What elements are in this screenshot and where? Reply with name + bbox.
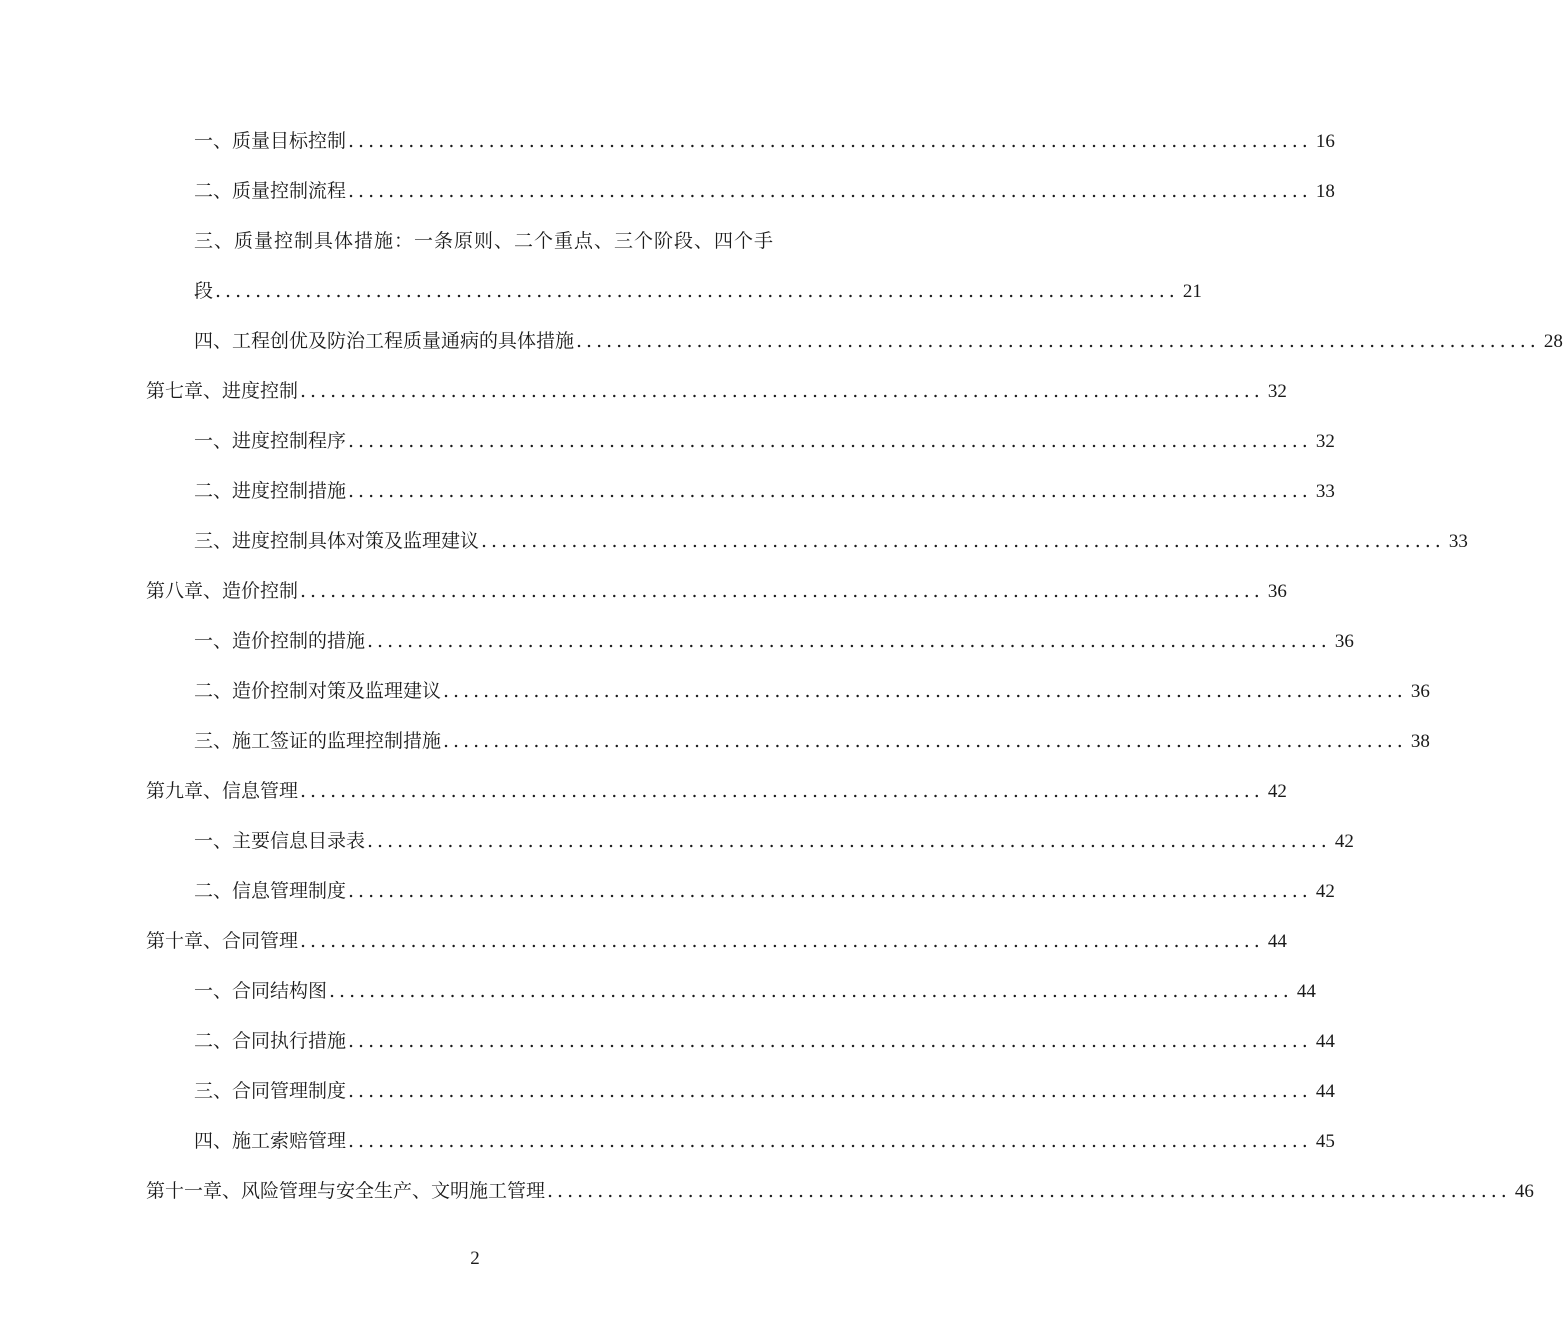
toc-entry-page: 33 — [1448, 531, 1468, 552]
toc-leader-dots: ................................................................................................ — [348, 880, 1312, 902]
toc-entry-title-line1: 三、质量控制具体措施：一条原则、二个重点、三个阶段、四个手 — [194, 230, 775, 252]
toc-entry-page: 44 — [1296, 981, 1316, 1002]
toc-entry-page: 36 — [1267, 581, 1287, 602]
toc-entry[interactable] — [146, 716, 1430, 766]
toc-entry-title: 一、造价控制的措施 — [194, 630, 366, 652]
toc-entry[interactable] — [146, 316, 1563, 366]
toc-entry-title: 三、合同管理制度 — [194, 1080, 347, 1102]
toc-leader-dots: ................................................................................................ — [300, 380, 1264, 402]
toc-chapter-entry[interactable] — [146, 366, 1287, 416]
toc-entry-page: 36 — [1334, 631, 1354, 652]
toc-entry-page: 36 — [1410, 681, 1430, 702]
toc-leader-dots: ................................................................................................ — [348, 430, 1312, 452]
toc-entry-title: 二、合同执行措施 — [194, 1030, 347, 1052]
toc-entry-title: 第十章、合同管理 — [146, 930, 299, 952]
toc-leader-dots: ................................................................................................ — [348, 130, 1312, 152]
toc-leader-dots: ................................................................................................ — [300, 930, 1264, 952]
toc-leader-dots: ................................................................................................ — [329, 980, 1293, 1002]
toc-entry-page: 32 — [1315, 431, 1335, 452]
toc-entry-page: 42 — [1315, 881, 1335, 902]
toc-entry-title: 三、施工签证的监理控制措施 — [194, 730, 442, 752]
toc-leader-dots: ................................................................................................ — [348, 180, 1312, 202]
toc-leader-dots: ................................................................................................ — [367, 630, 1331, 652]
toc-entry[interactable] — [146, 866, 1335, 916]
toc-leader-dots: ................................................................................................ — [348, 1130, 1312, 1152]
toc-entry-page: 21 — [1182, 281, 1202, 302]
toc-leader-dots: ................................................................................................ — [348, 1030, 1312, 1052]
toc-entry-page: 32 — [1267, 381, 1287, 402]
toc-entry-title: 二、信息管理制度 — [194, 880, 347, 902]
toc-leader-dots: ................................................................................................ — [443, 680, 1407, 702]
toc-leader-dots: ................................................................................................ — [547, 1180, 1511, 1202]
toc-leader-dots: ................................................................................................ — [348, 480, 1312, 502]
toc-entry-title: 一、质量目标控制 — [194, 130, 347, 152]
toc-entry-page: 44 — [1315, 1031, 1335, 1052]
toc-entry-page: 42 — [1267, 781, 1287, 802]
toc-leader-dots: ................................................................................................ — [348, 1080, 1312, 1102]
toc-entry[interactable] — [146, 416, 1335, 466]
toc-entry-title: 一、合同结构图 — [194, 980, 328, 1002]
toc-chapter-entry[interactable] — [146, 766, 1287, 816]
toc-entry-title: 第十一章、风险管理与安全生产、文明施工管理 — [146, 1180, 546, 1202]
toc-entry[interactable] — [146, 666, 1430, 716]
toc-entry-page: 16 — [1315, 131, 1335, 152]
page-number: 2 — [470, 1248, 480, 1269]
toc-entry-page: 45 — [1315, 1131, 1335, 1152]
toc-entry-title: 四、施工索赔管理 — [194, 1130, 347, 1152]
table-of-contents — [146, 116, 1563, 1216]
toc-entry[interactable] — [146, 816, 1354, 866]
toc-entry-title: 二、进度控制措施 — [194, 480, 347, 502]
toc-entry-page: 38 — [1410, 731, 1430, 752]
toc-entry-title: 段 — [194, 280, 214, 302]
toc-leader-dots: ................................................................................................ — [481, 530, 1445, 552]
toc-entry[interactable] — [146, 216, 1202, 316]
toc-entry[interactable] — [146, 1116, 1335, 1166]
toc-chapter-entry[interactable] — [146, 566, 1287, 616]
toc-entry-title: 四、工程创优及防治工程质量通病的具体措施 — [194, 330, 575, 352]
toc-entry-page: 46 — [1514, 1181, 1534, 1202]
toc-entry[interactable] — [146, 1066, 1335, 1116]
toc-leader-dots: ................................................................................................ — [300, 780, 1264, 802]
toc-chapter-entry[interactable] — [146, 916, 1287, 966]
toc-entry[interactable] — [146, 116, 1335, 166]
toc-entry[interactable] — [146, 616, 1354, 666]
toc-entry[interactable] — [146, 516, 1468, 566]
toc-entry-title: 一、进度控制程序 — [194, 430, 347, 452]
toc-entry-title: 二、质量控制流程 — [194, 180, 347, 202]
toc-entry-page: 44 — [1267, 931, 1287, 952]
toc-leader-dots: ................................................................................................ — [443, 730, 1407, 752]
toc-leader-dots: ................................................................................................ — [367, 830, 1331, 852]
toc-entry[interactable] — [146, 966, 1316, 1016]
toc-entry-title: 三、进度控制具体对策及监理建议 — [194, 530, 480, 552]
toc-leader-dots: ................................................................................................ — [576, 330, 1540, 352]
toc-entry[interactable] — [146, 466, 1335, 516]
toc-entry-title: 二、造价控制对策及监理建议 — [194, 680, 442, 702]
toc-entry-title: 一、主要信息目录表 — [194, 830, 366, 852]
toc-entry-page: 33 — [1315, 481, 1335, 502]
toc-chapter-entry[interactable] — [146, 1166, 1534, 1216]
toc-entry-title: 第九章、信息管理 — [146, 780, 299, 802]
toc-entry[interactable] — [146, 166, 1335, 216]
toc-entry-title: 第八章、造价控制 — [146, 580, 299, 602]
toc-leader-dots: ................................................................................................ — [215, 280, 1179, 302]
toc-entry-page: 28 — [1543, 331, 1563, 352]
toc-entry-title: 第七章、进度控制 — [146, 380, 299, 402]
toc-entry-page: 42 — [1334, 831, 1354, 852]
toc-leader-dots: ................................................................................................ — [300, 580, 1264, 602]
toc-entry-page: 18 — [1315, 181, 1335, 202]
toc-entry[interactable] — [146, 1016, 1335, 1066]
toc-entry-page: 44 — [1315, 1081, 1335, 1102]
